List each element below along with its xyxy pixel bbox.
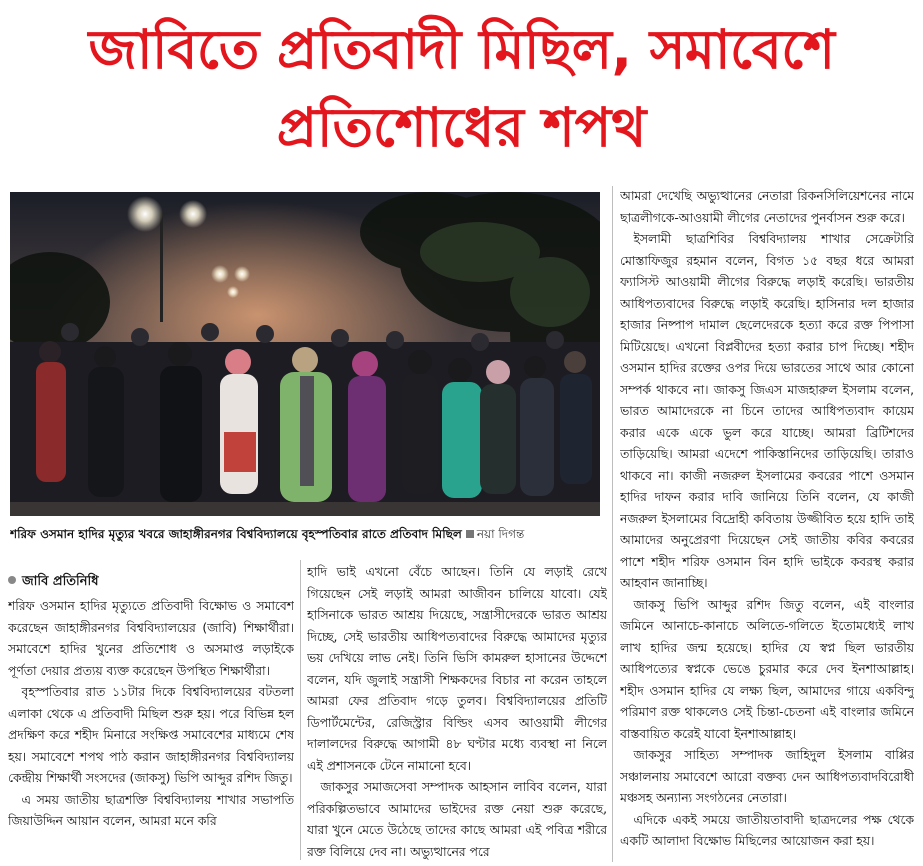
headline-line-1: জাবিতে প্রতিবাদী মিছিল, সমাবেশে [88, 18, 835, 81]
paragraph: ইসলামী ছাত্রশিবির বিশ্ববিদ্যালয় শাখার সেক্রেটারি মোস্তাফিজুর রহমান বলেন, বিগত ১৫ বছর ধরে আমরা ফ্যাসিস্ট আওয়ামী লীগের বিরুদ্ধে লড়াই করেছি। ভারতীয় আধিপত্যবাদের বিরুদ্ধে লড়াই করেছি। হাসিনার দল হাজার হাজার নিষ্পাপ দামাল ছেলেদেরকে হত্যা করে রক্ত পিপাসা মিটিয়েছে। এখনো বিপ্লবীদের হত্যা করার চাপ দিচ্ছে। শহীদ ওসমান হাদির রক্তের ওপর দিয়ে ভারতের সাথে আর কোনো সম্পর্ক থাকবে না। জাকসু জিএস মাজহারুল ইসলাম বলেন, ভারত আমাদেরকে না চিনে তাদের আধিপত্যবাদ কায়েম করার একে একে ভুল করে যাচ্ছে। আমরা ব্রিটিশদের তাড়িয়েছি। আমরা এদেশে পাকিস্তানিদের তাড়িয়েছি। তারাও থাকবে না। কাজী নজরুল ইসলামের কবরের পাশে ওসমান হাদির দাফন করার দাবি জানিয়ে তিনি বলেন, যে কাজী নজরুল ইসলামের বিদ্রোহী কবিতায় উজ্জীবিত হয়ে হাদি তাই আমাদের অনুপ্রেরণা দিয়েছেন সেই জাতীয় কবির কবরের পাশে শহীদ শরিফ ওসমান বিন হাদি ভাইকে কবরস্থ করার আহবান জানাচ্ছি। [620, 232, 914, 590]
paragraph: শরিফ ওসমান হাদির মৃত্যুতে প্রতিবাদী বিক্ষোভ ও সমাবেশ করেছেন জাহাঙ্গীরনগর বিশ্ববিদ্যালয়ের (জাবি) শিক্ষার্থীরা। সমাবেশে হাদির খুনের প্রতিশোধ ও অসমাপ্ত লড়াইকে পূর্ণতা দেয়ার প্রত্যয় ব্যক্ত করেছেন উপস্থিত শিক্ষার্থীরা। [8, 599, 294, 678]
column-divider [612, 186, 613, 862]
byline-text: জাবি প্রতিনিধি [22, 574, 99, 589]
byline [8, 572, 288, 592]
paragraph: বৃহস্পতিবার রাত ১১টার দিকে বিশ্ববিদ্যালয়ের বটতলা এলাকা থেকে এ প্রতিবাদী মিছিল শুরু হয়। পরে বিভিন্ন হল প্রদক্ষিণ করে শহীদ মিনারে সংক্ষিপ্ত সমাবেশের মাধ্যমে শেষ হয়। সমাবেশে শপথ পাঠ করান জাহাঙ্গীরনগর বিশ্ববিদ্যালয় কেন্দ্রীয় শিক্ষার্থী সংসদের (জাকসু) ভিপি আব্দুর রশিদ জিতু। [8, 685, 294, 785]
paragraph: জাকসু ভিপি আব্দুর রশিদ জিতু বলেন, এই বাংলার জমিনে আনাচে-কানাচে অলিতে-গলিতে ইতোমধ্যেই লাখ লাখ হাদির জন্ম হয়েছে। হাদির যে স্বপ্ন ছিল ভারতীয় আধিপত্যের স্বপ্নকে ভেঙে চুরমার করে দেব ইনশাআল্লাহ। শহীদ ওসমান হাদির যে লক্ষ্য ছিল, আমাদের গায়ে একবিন্দু পরিমাণ রক্ত থাকলেও সেই চিন্তা-চেতনা এই বাংলার জমিনে বাস্তবায়িত করেই যাবো ইনশাআল্লাহ। [620, 597, 914, 741]
protest-photo-illustration [10, 192, 600, 516]
article-column-3 [620, 186, 914, 862]
bullet-icon [8, 576, 16, 584]
paragraph: জাকসুর সাহিত্য সম্পাদক জাহিদুল ইসলাম বাপ্পির সঞ্চালনায় সমাবেশে আরো বক্তব্য দেন আধিপত্যবাদবিরোধী মঞ্চসহ অন্যান্য সংগঠনের নেতারা। [620, 748, 914, 805]
caption-text: শরিফ ওসমান হাদির মৃত্যুর খবরে জাহাঙ্গীরনগর বিশ্ববিদ্যালয়ে বৃহস্পতিবার রাতে প্রতিবাদ মিছিল [10, 527, 462, 541]
article-column-1 [8, 596, 294, 862]
caption-source: নয়া দিগন্ত [476, 527, 525, 541]
headline-line-2: প্রতিশোধের শপথ [276, 96, 647, 159]
article-column-2 [307, 562, 607, 862]
paragraph: এ সময় জাতীয় ছাত্রশক্তি বিশ্ববিদ্যালয় শাখার সভাপতি জিয়াউদ্দিন আয়ান বলেন, আমরা মনে করি [8, 792, 294, 828]
headline [0, 12, 923, 180]
caption-square-icon [466, 530, 474, 538]
protest-march-photo [10, 192, 600, 516]
column-divider [300, 560, 301, 860]
paragraph: জাকসুর সমাজসেবা সম্পাদক আহসান লাবিব বলেন, যারা পরিকল্পিতভাবে আমাদের ভাইদের রক্ত নেয়া শুরু করেছে, যারা খুনে মেতে উঠেছে তাদের কাছে আমরা এই পবিত্র শরীরে রক্ত বিলিয়ে দেব না। অভ্যুত্থানের পরে [307, 780, 607, 859]
photo-caption [10, 522, 602, 546]
paragraph: আমরা দেখেছি অভ্যুত্থানের নেতারা রিকনসিলিয়েশনের নামে ছাত্রলীগকে-আওয়ামী লীগের নেতাদের পুনর্বাসন শুরু করে। [620, 189, 914, 225]
paragraph: হাদি ভাই এখনো বেঁচে আছেন। তিনি যে লড়াই রেখে গিয়েছেন সেই লড়াই আমরা আজীবন চালিয়ে যাবো। যেই হাসিনাকে ভারত আশ্রয় দিয়েছে, সন্ত্রাসীদেরকে ভারত আশ্রয় দিচ্ছে, সেই ভারতীয় আধিপত্যবাদের বিরুদ্ধে আমাদের মৃত্যুর ভয় দেখিয়ে লাভ নেই। তিনি ভিসি কামরুল হাসানের উদ্দেশে বলেন, যদি জুলাই সন্ত্রাসী শিক্ষকদের বিচার না করেন তাহলে আমরা ফের প্রতিবাদ গড়ে তুলব। বিশ্ববিদ্যালয়ের প্রতিটি ডিপার্টমেন্টের, রেজিস্ট্রার বিল্ডিং এসব আওয়ামী লীগের দালালদের বিরুদ্ধে আগামী ৪৮ ঘণ্টার মধ্যে ব্যবস্থা না নিলে এই প্রশাসনকে টেনে নামানো হবে। [307, 565, 607, 773]
paragraph: এদিকে একই সময়ে জাতীয়তাবাদী ছাত্রদলের পক্ষ থেকে একটি আলাদা বিক্ষোভ মিছিলের আয়োজন করা হয়। [620, 812, 914, 848]
